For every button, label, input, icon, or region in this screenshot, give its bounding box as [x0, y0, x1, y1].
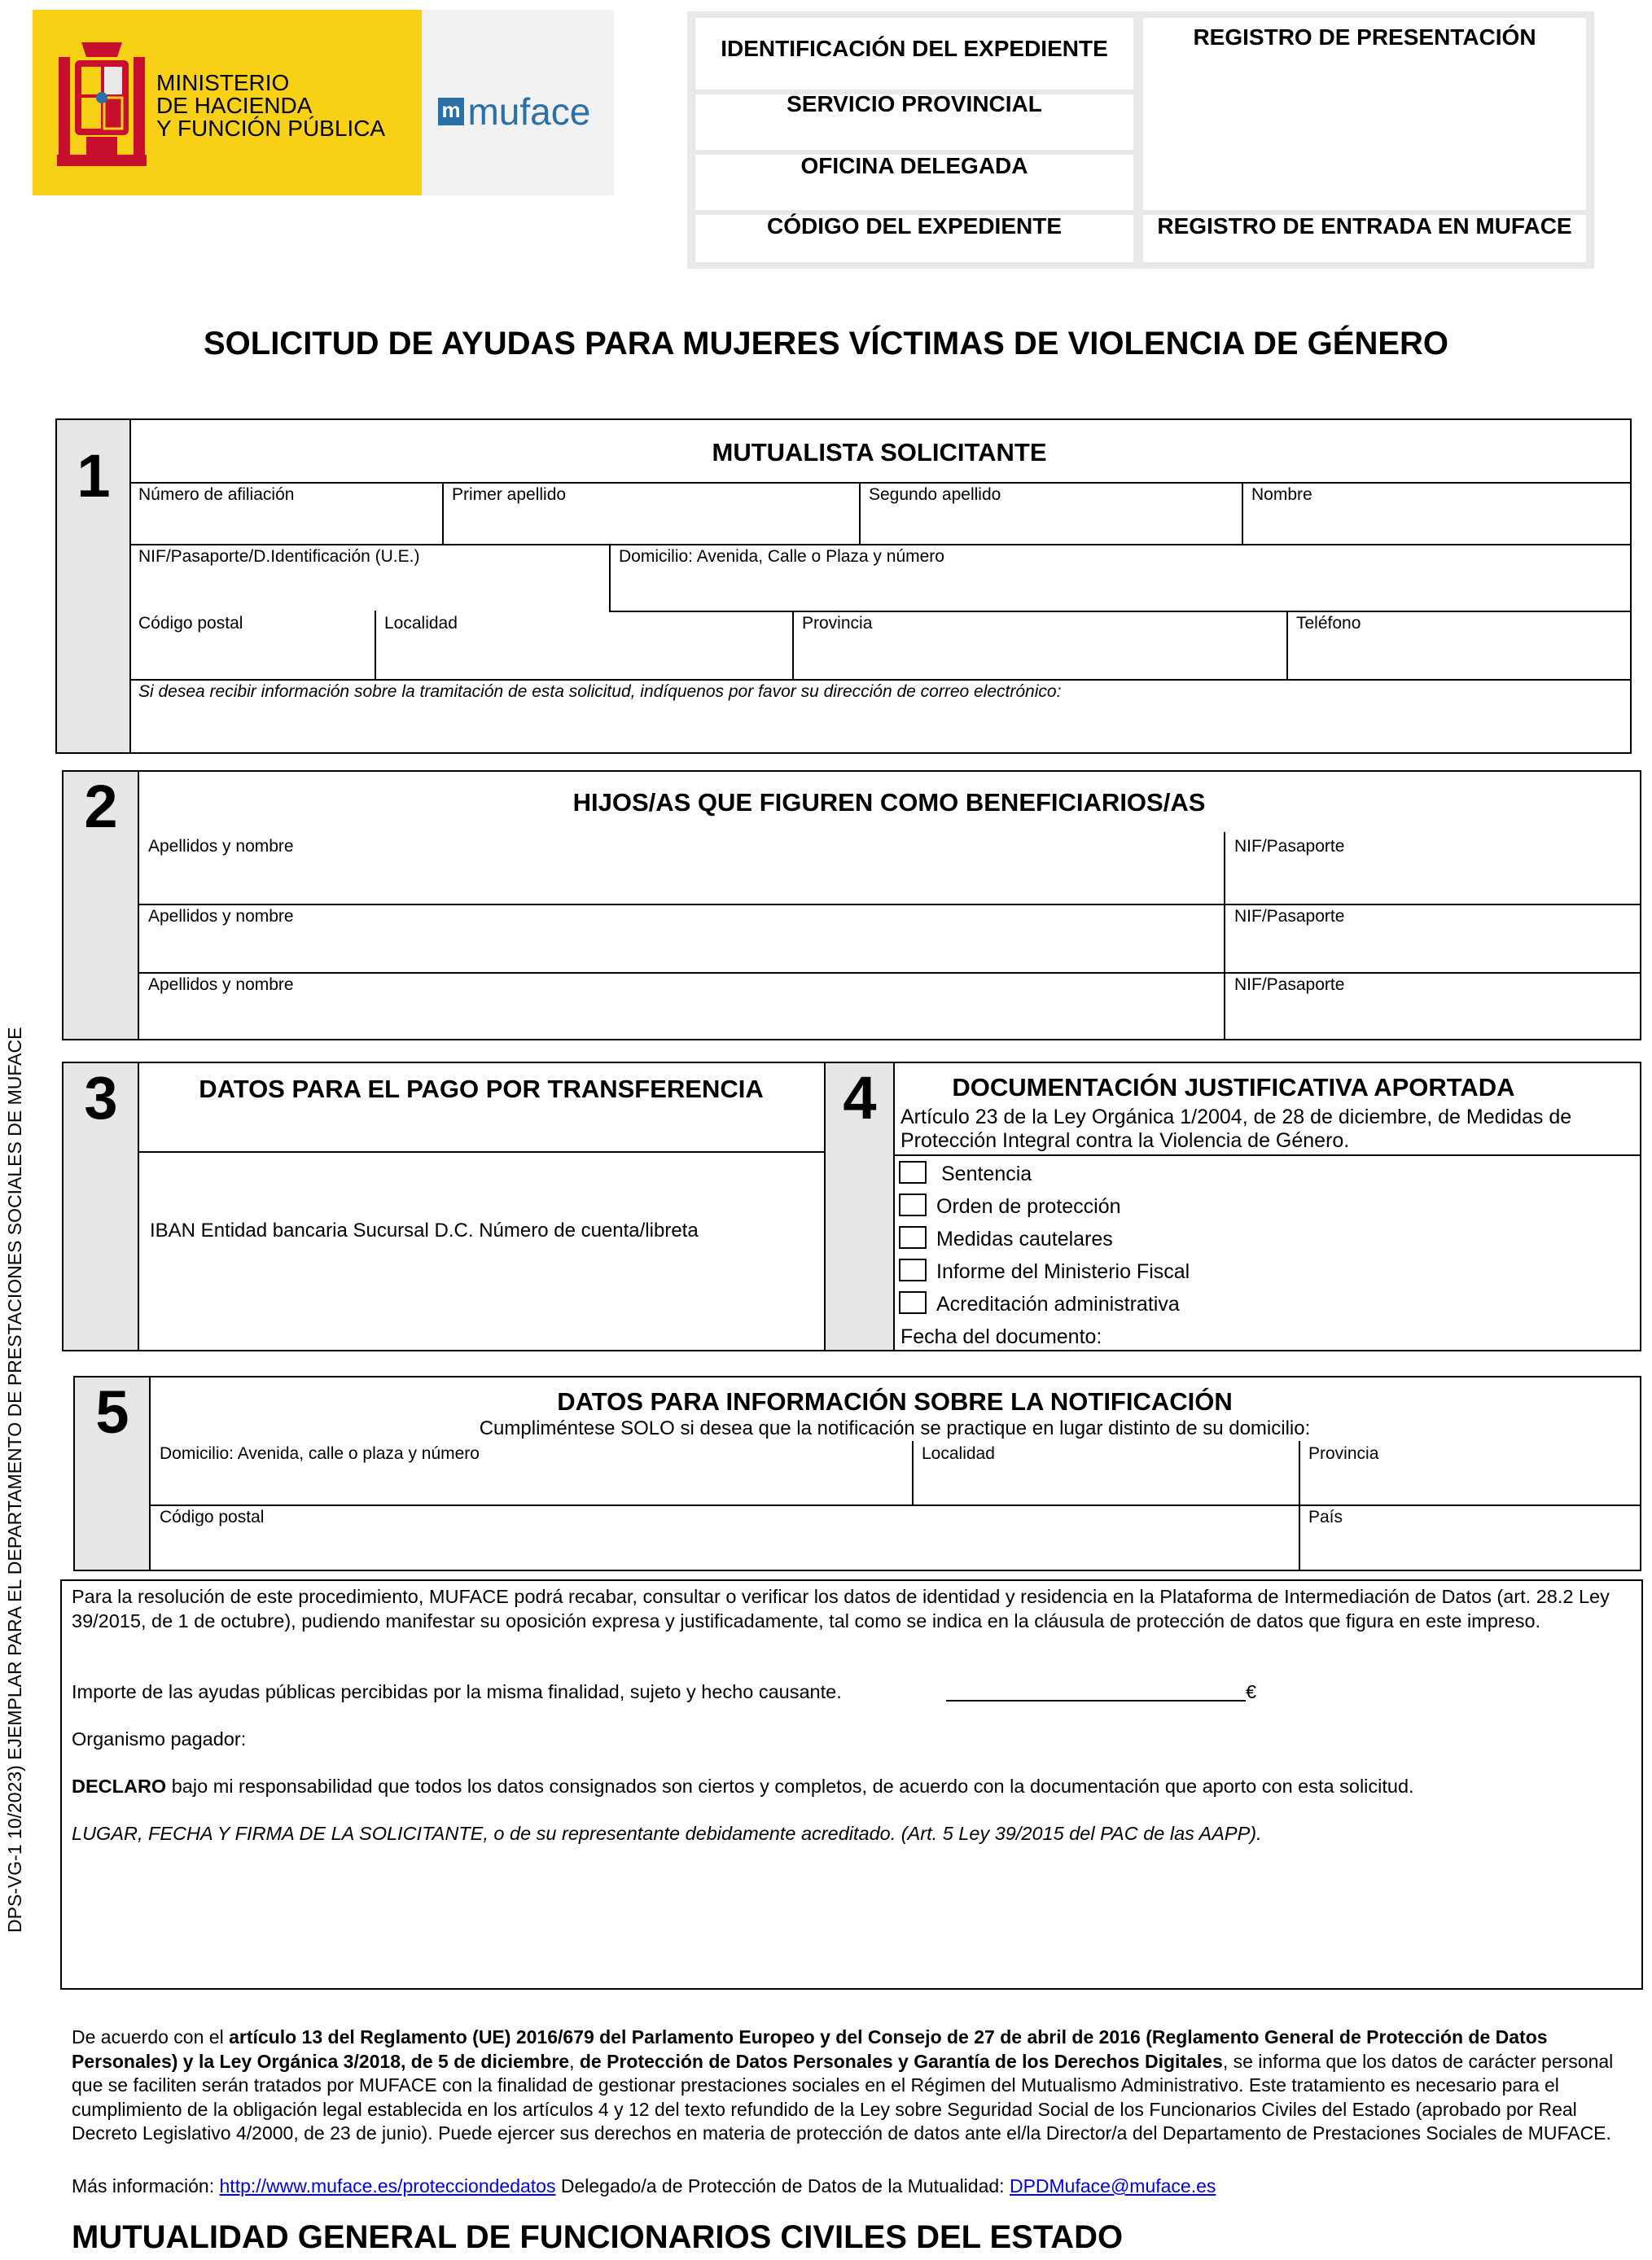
section-3-title: DATOS PARA EL PAGO POR TRANSFERENCIA	[199, 1075, 764, 1103]
section-4-subtitle: Artículo 23 de la Ley Orgánica 1/2004, de 28 de diciembre, de Medidas de Protección Integral contra la Violencia de Género.	[900, 1106, 1572, 1152]
more-info-line: Más información: http://www.muface.es/protecciondedatos Delegado/a de Protección de Datos de la Mutualidad: DPDMuface@muface.es	[72, 2175, 1216, 2196]
muface-wordmark: muface	[467, 90, 591, 133]
dpd-email-link[interactable]: DPDMuface@muface.es	[1009, 2175, 1216, 2196]
option-acreditacion-administrativa-label: Acreditación administrativa	[936, 1293, 1180, 1316]
nombre-field[interactable]: Nombre	[1251, 485, 1312, 504]
registry-servicio-label: SERVICIO PROVINCIAL	[787, 91, 1042, 116]
nif-field[interactable]: NIF/Pasaporte/D.Identificación (U.E.)	[138, 547, 420, 566]
checkbox-medidas-cautelares[interactable]	[899, 1226, 927, 1249]
registry-identificacion-label: IDENTIFICACIÓN DEL EXPEDIENTE	[721, 36, 1108, 61]
child-1-name-field[interactable]: Apellidos y nombre	[148, 837, 294, 856]
notif-domicilio-field[interactable]: Domicilio: Avenida, calle o plaza y número	[160, 1444, 480, 1463]
section-4-number: 4	[826, 1063, 894, 1350]
logo-block	[33, 10, 614, 195]
ministry-name: MINISTERIO DE HACIENDA Y FUNCIÓN PÚBLICA	[156, 70, 386, 141]
notif-localidad-field[interactable]: Localidad	[922, 1444, 995, 1463]
fecha-documento-field[interactable]: Fecha del documento:	[900, 1325, 1102, 1348]
provincia-field[interactable]: Provincia	[802, 614, 873, 633]
domicilio-field[interactable]: Domicilio: Avenida, Calle o Plaza y número	[619, 547, 944, 566]
option-sentencia-label: Sentencia	[941, 1163, 1032, 1185]
checkbox-acreditacion-administrativa[interactable]	[899, 1291, 927, 1314]
notif-provincia-field[interactable]: Provincia	[1308, 1444, 1379, 1463]
data-protection-text: De acuerdo con el artículo 13 del Reglamento (UE) 2016/679 del Parlamento Europeo y del Consejo de 27 de abril de 2016 (Reglamento General de Protección de Datos Personales) y la Ley Orgánica 3/2018, de 5 de diciembre, de Protección de Datos Personales y Garantía de los Derechos Digitales, se informa que los datos de carácter personal que se faciliten serán tratados por MUFACE con la finalidad de gestionar prestaciones sociales en el Régimen del Mutualismo Administrativo. Este tratamiento es necesario para el cumplimiento de la obligación legal establecida en los artículos 4 y 12 del texto refundido de la Ley sobre Seguridad Social de los Funcionarios Civiles del Estado (aprobado por Real Decreto Legislativo 4/2000, de 23 de junio). Puede ejercer sus derechos en materia de protección de datos ante el/la Director/a del Departamento de Prestaciones Sociales de MUFACE.	[72, 2026, 1614, 2144]
child-3-name-field[interactable]: Apellidos y nombre	[148, 975, 294, 994]
segundo-apellido-field[interactable]: Segundo apellido	[869, 485, 1001, 504]
firma-text: LUGAR, FECHA Y FIRMA DE LA SOLICITANTE, o de su representante debidamente acreditado. (Art. 5 Ley 39/2015 del PAC de las AAPP).	[72, 1823, 1262, 1844]
primer-apellido-field[interactable]: Primer apellido	[452, 485, 567, 504]
registry-box	[687, 11, 1594, 269]
protection-link[interactable]: http://www.muface.es/protecciondedatos	[219, 2175, 556, 2196]
child-1-nif-field[interactable]: NIF/Pasaporte	[1234, 837, 1345, 856]
child-3-nif-field[interactable]: NIF/Pasaporte	[1234, 975, 1345, 994]
side-copy-label: DPS-VG-1 10/2023) EJEMPLAR PARA EL DEPARTAMENTO DE PRESTACIONES SOCIALES DE MUFACE	[4, 1027, 25, 1933]
section-1-title: MUTUALISTA SOLICITANTE	[712, 438, 1047, 466]
child-2-name-field[interactable]: Apellidos y nombre	[148, 907, 294, 926]
form-title: SOLICITUD DE AYUDAS PARA MUJERES VÍCTIMAS DE VIOLENCIA DE GÉNERO	[203, 326, 1449, 361]
checkbox-informe-fiscal[interactable]	[899, 1259, 927, 1281]
checkbox-orden-proteccion[interactable]	[899, 1194, 927, 1216]
consent-text: Para la resolución de este procedimiento, MUFACE podrá recabar, consultar o verificar los datos de identidad y residencia en la Plataforma de Intermediación de Datos (art. 28.2 Ley 39/2015, de 1 de octubre), pudiendo manifestar su oposición expresa y justificadamente, tal como se indica en la cláusula de protección de datos que figura en este impreso.	[72, 1586, 1610, 1631]
registry-presentacion-label: REGISTRO DE PRESENTACIÓN	[1193, 24, 1536, 50]
ministry-panel	[33, 10, 422, 195]
section-4-title: DOCUMENTACIÓN JUSTIFICATIVA APORTADA	[952, 1073, 1515, 1102]
registry-entrada-label: REGISTRO DE ENTRADA EN MUFACE	[1157, 213, 1572, 239]
muface-mark-icon: m	[438, 98, 464, 125]
notif-pais-field[interactable]: País	[1308, 1508, 1343, 1526]
email-field[interactable]: Si desea recibir información sobre la tramitación de esta solicitud, indíquenos por favor su dirección de correo electrónico:	[138, 682, 1062, 701]
section-5-number: 5	[75, 1377, 150, 1570]
notif-codigo-postal-field[interactable]: Código postal	[160, 1508, 265, 1526]
afiliacion-field[interactable]: Número de afiliación	[138, 485, 295, 504]
checkbox-sentencia[interactable]	[899, 1161, 927, 1184]
entity-name: MUTUALIDAD GENERAL DE FUNCIONARIOS CIVILES DEL ESTADO	[72, 2219, 1124, 2255]
coat-of-arms-icon	[57, 33, 147, 173]
importe-field[interactable]	[946, 1700, 1246, 1702]
option-informe-fiscal-label: Informe del Ministerio Fiscal	[936, 1260, 1190, 1283]
child-2-nif-field[interactable]: NIF/Pasaporte	[1234, 907, 1345, 926]
declaro-text: DECLARO bajo mi responsabilidad que todos los datos consignados son ciertos y completos, de acuerdo con la documentación que aporto con esta solicitud.	[72, 1776, 1414, 1797]
section-5-subtitle: Cumpliméntese SOLO si desea que la notificación se practique en lugar distinto de su domicilio:	[479, 1417, 1311, 1439]
telefono-field[interactable]: Teléfono	[1296, 614, 1361, 633]
section-2-title: HIJOS/AS QUE FIGUREN COMO BENEFICIARIOS/AS	[572, 788, 1206, 817]
localidad-field[interactable]: Localidad	[384, 614, 458, 633]
signature-area[interactable]	[72, 1852, 1627, 1982]
section-1-number: 1	[57, 420, 130, 752]
option-medidas-cautelares-label: Medidas cautelares	[936, 1228, 1113, 1250]
muface-logo	[438, 90, 590, 134]
euro-sign: €	[1246, 1681, 1257, 1702]
section-2-number: 2	[64, 772, 138, 1039]
importe-label: Importe de las ayudas públicas percibidas por la misma finalidad, sujeto y hecho causante.	[72, 1681, 842, 1702]
iban-field[interactable]: IBAN Entidad bancaria Sucursal D.C. Número de cuenta/libreta	[150, 1220, 699, 1242]
option-orden-proteccion-label: Orden de protección	[936, 1195, 1121, 1218]
registry-oficina-label: OFICINA DELEGADA	[800, 153, 1028, 178]
section-5-title: DATOS PARA INFORMACIÓN SOBRE LA NOTIFICACIÓN	[557, 1387, 1233, 1416]
section-3-number: 3	[64, 1063, 138, 1350]
codigo-postal-field[interactable]: Código postal	[138, 614, 243, 633]
organismo-pagador-label[interactable]: Organismo pagador:	[72, 1728, 247, 1750]
registry-codigo-label: CÓDIGO DEL EXPEDIENTE	[767, 213, 1062, 239]
